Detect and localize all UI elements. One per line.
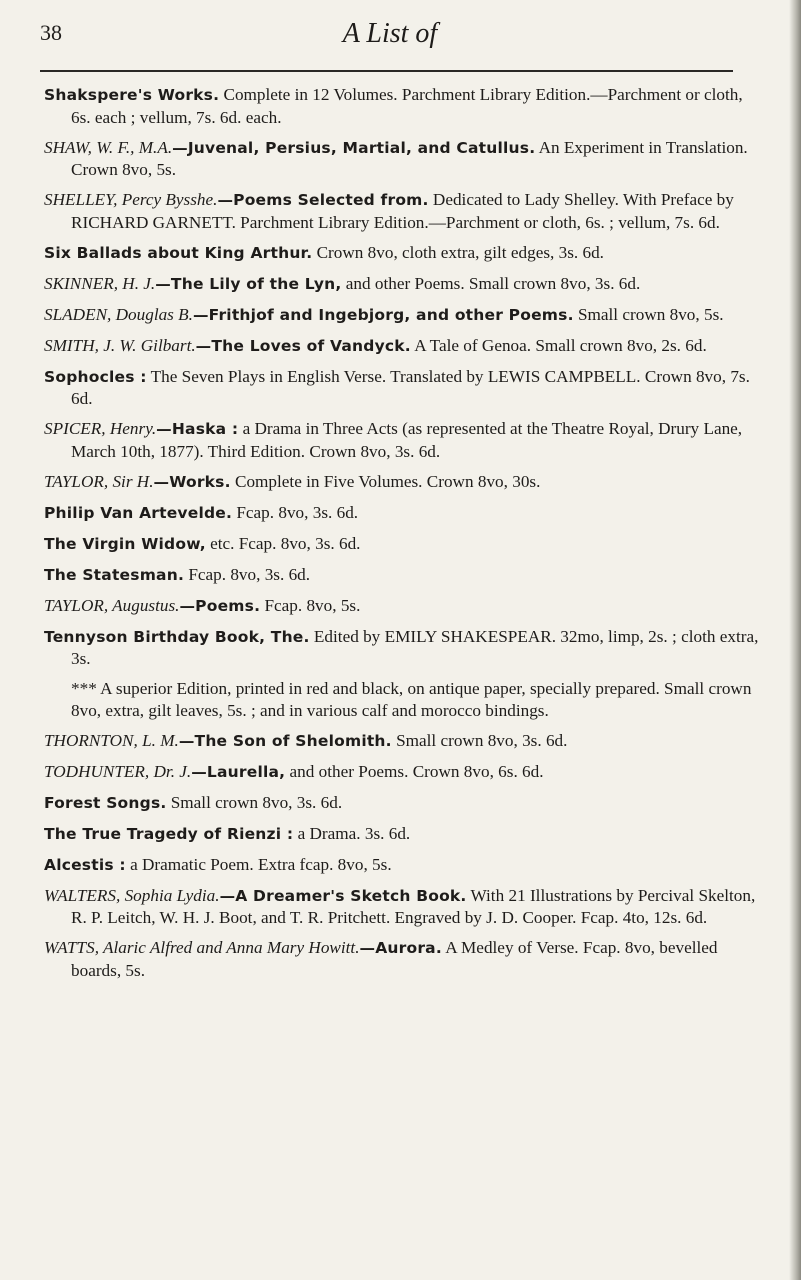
entry-author: WALTERS, Sophia Lydia. xyxy=(44,885,220,905)
entry-title: Tennyson Birthday Book, The. xyxy=(44,627,310,646)
entry-details: Complete in 12 Volumes. Parchment Library Edition.—Parchment or cloth, 6s. each ; vellum, 7s. 6d. each. xyxy=(71,85,743,127)
catalogue-entry xyxy=(44,273,760,296)
entry-details: Complete in Five Volumes. Crown 8vo, 30s. xyxy=(230,471,541,491)
entry-author: TAYLOR, Augustus. xyxy=(44,595,180,615)
entry-title: —A Dreamer's Sketch Book. xyxy=(219,886,467,905)
catalogue-entry xyxy=(44,502,760,525)
entry-title: —Haska : xyxy=(156,420,239,438)
catalogue-entry xyxy=(44,418,760,462)
catalogue-entry xyxy=(44,595,760,618)
entry-details: and other Poems. Small crown 8vo, 3s. 6d. xyxy=(341,273,641,293)
entry-author: TODHUNTER, Dr. J. xyxy=(44,761,192,781)
catalogue-entry xyxy=(44,242,760,265)
page-edge-shadow xyxy=(789,0,801,1280)
entry-title: Six Ballads about King Arthur. xyxy=(44,243,313,262)
entry-details: Fcap. 8vo, 3s. 6d. xyxy=(232,502,359,522)
catalogue-entry xyxy=(44,137,760,181)
entry-details: and other Poems. Crown 8vo, 6s. 6d. xyxy=(285,761,544,781)
entry-details: Small crown 8vo, 5s. xyxy=(573,304,724,324)
entry-title: —Laurella, xyxy=(191,762,286,781)
entry-title: The True Tragedy of Rienzi : xyxy=(44,824,294,843)
entry-title: Philip Van Artevelde. xyxy=(44,503,233,522)
entry-details: Small crown 8vo, 3s. 6d. xyxy=(166,792,343,812)
entry-title: —The Loves of Vandyck. xyxy=(195,336,411,355)
entry-details: Crown 8vo, cloth extra, gilt edges, 3s. 6d. xyxy=(312,242,604,262)
entry-author: THORNTON, L. M. xyxy=(44,730,179,750)
catalogue-entry xyxy=(44,626,760,670)
catalogue-entry xyxy=(44,823,760,846)
note-text: *** A superior Edition, printed in red and black, on antique paper, specially prepared. Small crown 8vo, extra, gilt leaves, 5s. ; and in various calf and morocco bindings. xyxy=(71,679,752,720)
entry-author: SHELLEY, Percy Bysshe. xyxy=(44,190,218,209)
entry-details: A Tale of Genoa. Small crown 8vo, 2s. 6d. xyxy=(410,335,707,355)
entry-author: TAYLOR, Sir H. xyxy=(44,471,154,491)
entry-author: SPICER, Henry. xyxy=(44,419,157,438)
entry-details: Edited by EMILY SHAKESPEAR. 32mo, limp, 2s. ; cloth extra, 3s. xyxy=(71,626,759,668)
catalogue-entry xyxy=(44,471,760,494)
entry-details: a Dramatic Poem. Extra fcap. 8vo, 5s. xyxy=(125,854,392,874)
entry-title: Sophocles : xyxy=(44,367,147,386)
entry-details: The Seven Plays in English Verse. Translated by LEWIS CAMPBELL. Crown 8vo, 7s. 6d. xyxy=(71,366,750,408)
entry-title: Forest Songs. xyxy=(44,793,167,812)
entry-title: —Juvenal, Persius, Martial, and Catullus. xyxy=(172,138,536,157)
entry-author: WATTS, Alaric Alfred and Anna Mary Howitt. xyxy=(44,938,360,957)
catalogue-entry xyxy=(44,533,760,556)
catalogue-entry xyxy=(44,84,760,128)
catalogue-entry xyxy=(44,730,760,753)
entry-details: A Medley of Verse. Fcap. 8vo, bevelled boards, 5s. xyxy=(71,938,718,980)
catalogue-entry xyxy=(44,335,760,358)
entry-details: An Experiment in Translation. Crown 8vo, 5s. xyxy=(71,137,748,179)
entry-details: With 21 Illustrations by Percival Skelton, R. P. Leitch, W. H. J. Boot, and T. R. Pritchett. Engraved by J. D. Cooper. Fcap. 4to, 12s. 6d. xyxy=(71,885,756,927)
catalogue-entry xyxy=(44,366,760,410)
entry-details: a Drama in Three Acts (as represented at the Theatre Royal, Drury Lane, March 10th, 1877). Third Edition. Crown 8vo, 3s. 6d. xyxy=(71,419,743,461)
catalogue-note xyxy=(44,678,760,721)
running-title: A List of xyxy=(342,18,438,49)
entry-title: Alcestis : xyxy=(44,855,126,874)
header-rule xyxy=(40,70,733,72)
entry-details: Fcap. 8vo, 3s. 6d. xyxy=(184,564,311,584)
catalogue-entry xyxy=(44,189,760,233)
entry-title: —Poems Selected from. xyxy=(217,191,429,209)
entry-title: —Aurora. xyxy=(359,939,442,957)
catalogue-entry xyxy=(44,885,760,929)
entry-details: Dedicated to Lady Shelley. With Preface by RICHARD GARNETT. Parchment Library Edition.—Parchment or cloth, 6s. ; vellum, 7s. 6d. xyxy=(71,190,734,232)
entry-title: —Poems. xyxy=(179,596,261,615)
catalogue-entry xyxy=(44,304,760,327)
entry-title: —Frithjof and Ingebjorg, and other Poems. xyxy=(192,305,574,324)
entry-author: SMITH, J. W. Gilbart. xyxy=(44,335,196,355)
catalogue-entry xyxy=(44,937,760,981)
entry-title: —The Son of Shelomith. xyxy=(178,731,392,750)
entry-details: a Drama. 3s. 6d. xyxy=(293,823,411,843)
entry-title: The Virgin Widow, xyxy=(44,534,206,553)
catalogue-entry xyxy=(44,564,760,587)
entry-details: etc. Fcap. 8vo, 3s. 6d. xyxy=(205,533,361,553)
catalogue-entry xyxy=(44,792,760,815)
catalogue-list xyxy=(44,84,760,990)
entry-author: SKINNER, H. J. xyxy=(44,273,156,293)
entry-details: Fcap. 8vo, 5s. xyxy=(260,595,361,615)
entry-title: The Statesman. xyxy=(44,565,185,584)
entry-title: —The Lily of the Lyn, xyxy=(155,274,342,293)
entry-author: SHAW, W. F., M.A. xyxy=(44,137,173,157)
running-head xyxy=(40,14,740,54)
entry-title: Shakspere's Works. xyxy=(44,86,220,104)
entry-author: SLADEN, Douglas B. xyxy=(44,304,193,324)
entry-title: —Works. xyxy=(153,472,231,491)
catalogue-entry xyxy=(44,854,760,877)
page-number: 38 xyxy=(40,20,62,45)
catalogue-entry xyxy=(44,761,760,784)
entry-details: Small crown 8vo, 3s. 6d. xyxy=(391,730,568,750)
